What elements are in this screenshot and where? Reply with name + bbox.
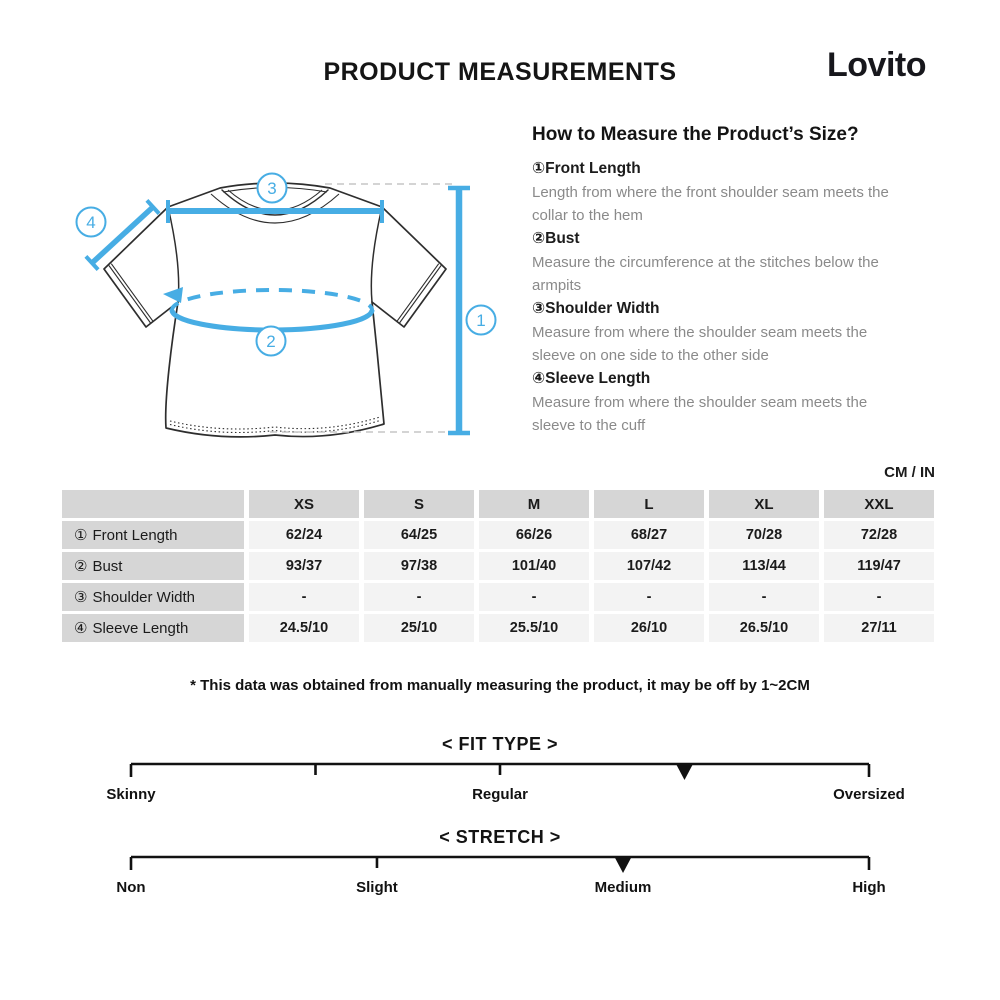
diagram-badge-front-length	[467, 306, 496, 335]
column-header: M	[479, 490, 589, 518]
cell-value: -	[479, 583, 589, 611]
row-label: Front Length	[92, 527, 178, 544]
tshirt-outline	[104, 183, 446, 437]
column-header: XS	[249, 490, 359, 518]
item-number: ④	[532, 370, 546, 387]
svg-text:2: 2	[266, 332, 276, 351]
item-description: Measure the circumference at the stitches below the armpits	[532, 254, 879, 294]
column-header: XL	[709, 490, 819, 518]
diagram-badge-bust	[257, 327, 286, 356]
cell-value: 93/37	[249, 552, 359, 580]
item-number: ②	[532, 230, 546, 247]
cell-value: 64/25	[364, 521, 474, 549]
column-header: L	[594, 490, 704, 518]
cell-value: 70/28	[709, 521, 819, 549]
measurement-disclaimer: * This data was obtained from manually measuring the product, it may be off by 1~2CM	[190, 677, 810, 694]
how-to-item	[532, 367, 922, 437]
table-header-row	[62, 490, 934, 518]
how-to-item	[532, 227, 922, 297]
table-corner-cell	[62, 490, 244, 518]
diagram-badge-shoulder-width	[258, 174, 287, 203]
cell-value: 107/42	[594, 552, 704, 580]
stretch-label-high: High	[852, 879, 886, 896]
how-to-item	[532, 157, 922, 227]
column-header: XXL	[824, 490, 934, 518]
how-to-heading: How to Measure the Product’s Size?	[532, 124, 859, 145]
item-number: ①	[532, 160, 546, 177]
row-label: Bust	[92, 558, 123, 575]
cell-value: -	[824, 583, 934, 611]
table-row	[62, 552, 934, 580]
item-title: Bust	[545, 230, 580, 247]
svg-text:3: 3	[267, 179, 277, 198]
stretch-label-slight: Slight	[356, 879, 398, 896]
table-row	[62, 614, 934, 642]
unit-label: CM / IN	[884, 464, 935, 481]
stretch-heading: < STRETCH >	[439, 827, 561, 847]
cell-value: -	[709, 583, 819, 611]
stretch-label-medium: Medium	[594, 879, 652, 896]
cell-value: -	[364, 583, 474, 611]
stretch-scale	[116, 855, 886, 917]
cell-value: 119/47	[824, 552, 934, 580]
cell-value: -	[594, 583, 704, 611]
stretch-label-non: Non	[116, 879, 146, 896]
page-title: PRODUCT MEASUREMENTS	[323, 58, 677, 86]
diagram-badge-sleeve-length	[77, 208, 106, 237]
cell-value: 68/27	[594, 521, 704, 549]
row-label: Sleeve Length	[92, 620, 189, 637]
cell-value: 26/10	[594, 614, 704, 642]
item-number: ③	[532, 300, 546, 317]
column-header: S	[364, 490, 474, 518]
fit-type-scale	[106, 762, 905, 824]
cell-value: 25/10	[364, 614, 474, 642]
fit-type-label-oversized: Oversized	[833, 786, 905, 803]
row-number: ④	[74, 620, 88, 637]
cell-value: 66/26	[479, 521, 589, 549]
cell-value: 72/28	[824, 521, 934, 549]
cell-value: 97/38	[364, 552, 474, 580]
cell-value: -	[249, 583, 359, 611]
cell-value: 24.5/10	[249, 614, 359, 642]
fit-type-label-regular: Regular	[472, 786, 528, 803]
item-description: Measure from where the shoulder seam meets the sleeve on one side to the other side	[532, 324, 868, 364]
item-description: Measure from where the shoulder seam meets the sleeve to the cuff	[532, 394, 868, 434]
row-label: Shoulder Width	[92, 589, 196, 606]
svg-text:4: 4	[86, 213, 96, 232]
table-row	[62, 521, 934, 549]
brand-logo: Lovito	[827, 46, 926, 84]
tshirt-measurement-diagram	[60, 150, 520, 460]
size-table	[57, 487, 939, 645]
table-row	[62, 583, 934, 611]
how-to-item	[532, 297, 922, 367]
cell-value: 25.5/10	[479, 614, 589, 642]
svg-text:1: 1	[476, 311, 486, 330]
item-title: Shoulder Width	[545, 300, 660, 317]
row-number: ②	[74, 558, 88, 575]
item-description: Length from where the front shoulder seam meets the collar to the hem	[532, 184, 889, 224]
cell-value: 62/24	[249, 521, 359, 549]
cell-value: 26.5/10	[709, 614, 819, 642]
cell-value: 113/44	[709, 552, 819, 580]
item-title: Front Length	[545, 160, 641, 177]
cell-value: 101/40	[479, 552, 589, 580]
fit-type-label-skinny: Skinny	[106, 786, 156, 803]
how-to-measure-section	[532, 124, 922, 437]
row-number: ①	[74, 527, 88, 544]
item-title: Sleeve Length	[545, 370, 651, 387]
row-number: ③	[74, 589, 88, 606]
fit-type-heading: < FIT TYPE >	[441, 734, 559, 754]
cell-value: 27/11	[824, 614, 934, 642]
